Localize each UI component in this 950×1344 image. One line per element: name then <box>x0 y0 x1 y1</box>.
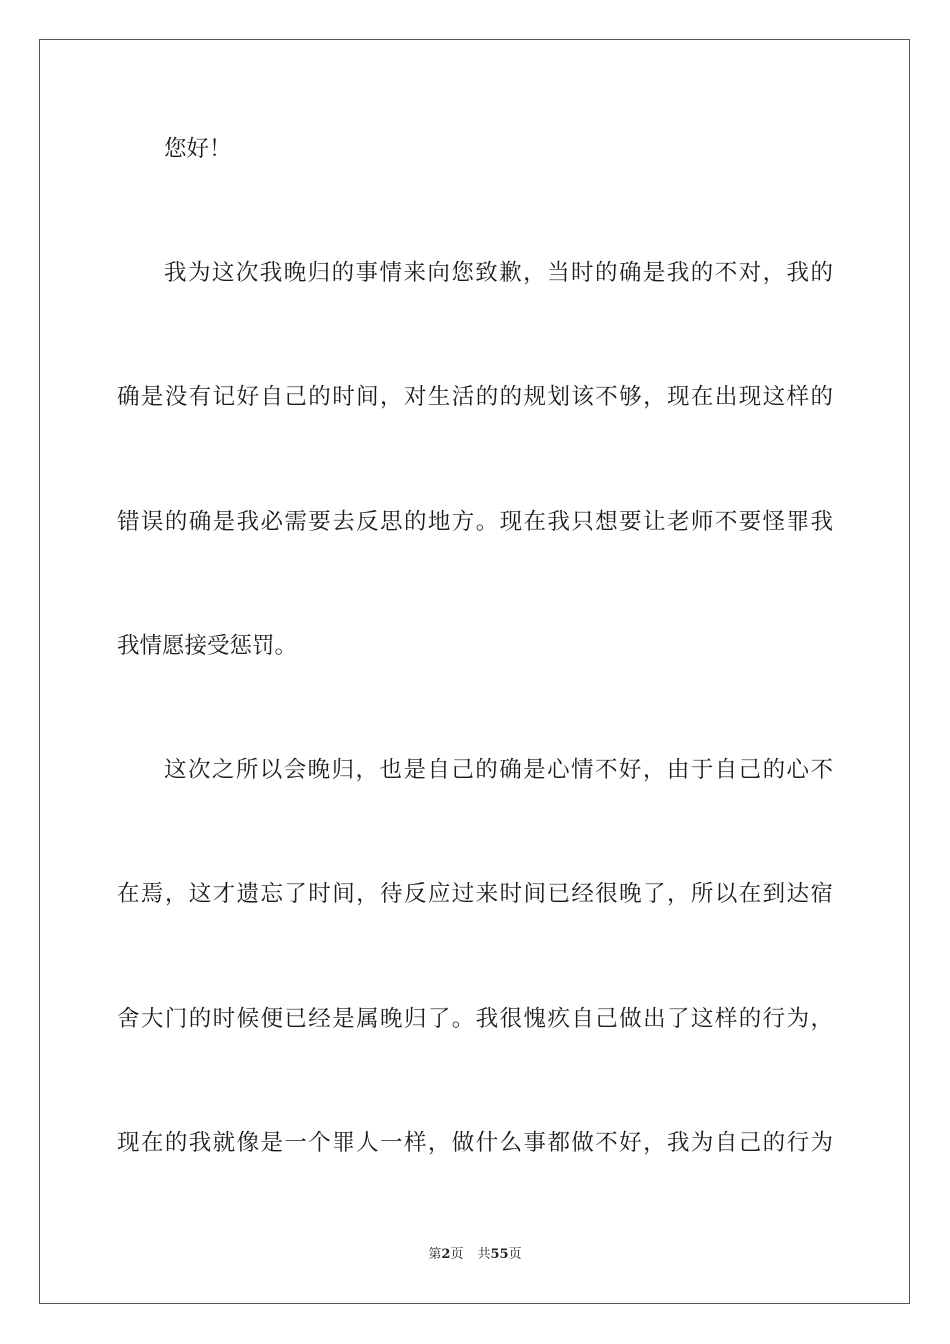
greeting-line: 您好！ <box>164 136 232 162</box>
total-suffix: 页 <box>508 1247 522 1262</box>
total-prefix: 共 <box>477 1247 491 1262</box>
paragraph-2-line-2: 在焉，这才遗忘了时间，待反应过来时间已经很晚了，所以在到达宿 <box>117 881 833 907</box>
page-number: 2 <box>441 1247 451 1262</box>
paragraph-1-line-4: 我情愿接受惩罚。 <box>117 633 298 659</box>
page-footer <box>0 1246 950 1264</box>
total-pages: 55 <box>490 1247 509 1262</box>
paragraph-2-line-4: 现在的我就像是一个罪人一样，做什么事都做不好，我为自己的行为 <box>117 1130 833 1156</box>
page-suffix: 页 <box>450 1247 464 1262</box>
paragraph-1-line-3: 错误的确是我必需要去反思的地方。现在我只想要让老师不要怪罪我 <box>117 509 833 535</box>
paragraph-1-line-2: 确是没有记好自己的时间，对生活的的规划该不够，现在出现这样的 <box>117 384 833 410</box>
page-prefix: 第 <box>428 1247 442 1262</box>
page-border <box>39 39 910 1304</box>
paragraph-2-line-1: 这次之所以会晚归，也是自己的确是心情不好，由于自己的心不 <box>164 757 833 783</box>
paragraph-2-line-3: 舍大门的时候便已经是属晚归了。我很愧疚自己做出了这样的行为， <box>117 1006 833 1032</box>
paragraph-1-line-1: 我为这次我晚归的事情来向您致歉，当时的确是我的不对，我的 <box>164 260 833 286</box>
